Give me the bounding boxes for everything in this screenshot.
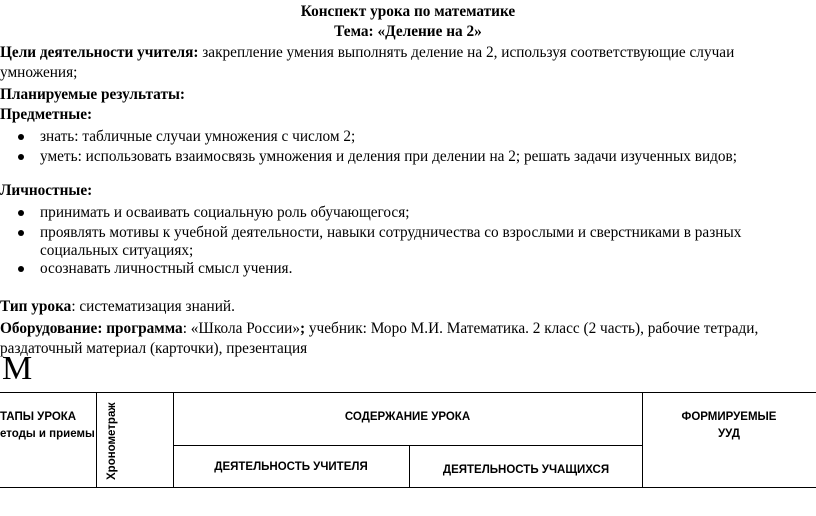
table-border-top xyxy=(0,392,816,393)
col-stages-line2: етоды и приемы xyxy=(0,428,95,440)
goals-label: Цели деятельности учителя: xyxy=(0,44,199,61)
equipment-line: Оборудование: программа: «Школа России»; учебник: Моро М.И. Математика. 2 класс (2 часть), рабочие тетради, xyxy=(0,320,759,337)
bullet-icon xyxy=(18,210,24,216)
col-uud-line2: УУД xyxy=(718,428,740,440)
col-uud-line1: ФОРМИРУЕМЫЕ xyxy=(681,411,777,423)
equipment-text: учебник: Моро М.И. Математика. 2 класс (2 часть), рабочие тетради, xyxy=(305,320,759,337)
lesson-topic: Тема: «Деление на 2» xyxy=(334,23,482,40)
equipment-label: Оборудование: программа xyxy=(0,320,183,337)
goals-text-cont: умножения; xyxy=(0,64,78,81)
equipment-program: : «Школа России» xyxy=(182,320,300,337)
table-border-bottom xyxy=(0,487,816,488)
big-letter: М xyxy=(2,350,33,387)
subject-results-label: Предметные: xyxy=(0,106,93,123)
col-content: СОДЕРЖАНИЕ УРОКА xyxy=(344,411,471,423)
col-teacher-activity: ДЕЯТЕЛЬНОСТЬ УЧИТЕЛЯ xyxy=(214,461,368,473)
lesson-type-text: : систематизация знаний. xyxy=(71,298,235,315)
personal-results-label: Личностные: xyxy=(0,182,93,199)
bullet-icon xyxy=(18,266,24,272)
goals-text: закрепление умения выполнять деление на 2, используя соответствующие случаи xyxy=(198,44,735,61)
planned-results-label: Планируемые результаты: xyxy=(0,86,185,103)
col-timing: Хронометраж xyxy=(106,402,118,480)
bullet-icon xyxy=(18,230,24,236)
lesson-type-label: Тип урока xyxy=(0,298,72,315)
table-subheader-divider xyxy=(173,445,642,446)
equipment-text-cont: раздаточный материал (карточки), презентация xyxy=(0,340,308,357)
document-title: Конспект урока по математике xyxy=(300,3,516,20)
table-col-divider xyxy=(96,392,97,488)
col-stages-line1: ТАПЫ УРОКА xyxy=(0,411,77,423)
lesson-table xyxy=(0,392,816,488)
bullet-icon xyxy=(18,134,24,140)
document-page: Конспект урока по математике Тема: «Деление на 2» Цели деятельности учителя: закрепление умения выполнять деление на 2, используя соответствующие случаи умножения; Планируемые результаты: Предметные: знать: табличные случаи умножения с числом 2; уметь: использовать взаимосвязь умножения и деления при делении на 2; решать задачи изученных видов; Личностные: принимать и осваивать социальную роль обучающегося; проявлять мотивы к учебной деятельности, навыки сотрудничества со взрослыми и сверстниками в разных социальных ситуациях; осознавать личностный смысл учения. Тип урока: систематизация знаний. Оборудование: программа: «Школа России»; учебник: Моро М.И. Математика. 2 класс (2 часть), рабочие тетради, раздаточный материал (карточки), презентация М ТАПЫ УРОКА етоды и приемы Хронометраж СОДЕРЖАНИЕ УРОКА ДЕЯТЕЛЬНОСТЬ УЧИТЕЛЯ ДЕЯТЕЛЬНОСТЬ УЧАЩИХСЯ ФОРМИРУЕМЫЕ УУД xyxy=(0,0,816,516)
goals-line xyxy=(0,43,816,63)
col-student-activity: ДЕЯТЕЛЬНОСТЬ УЧАЩИХСЯ xyxy=(442,464,610,476)
lesson-type-line xyxy=(0,297,816,317)
bullet-icon xyxy=(18,154,24,160)
